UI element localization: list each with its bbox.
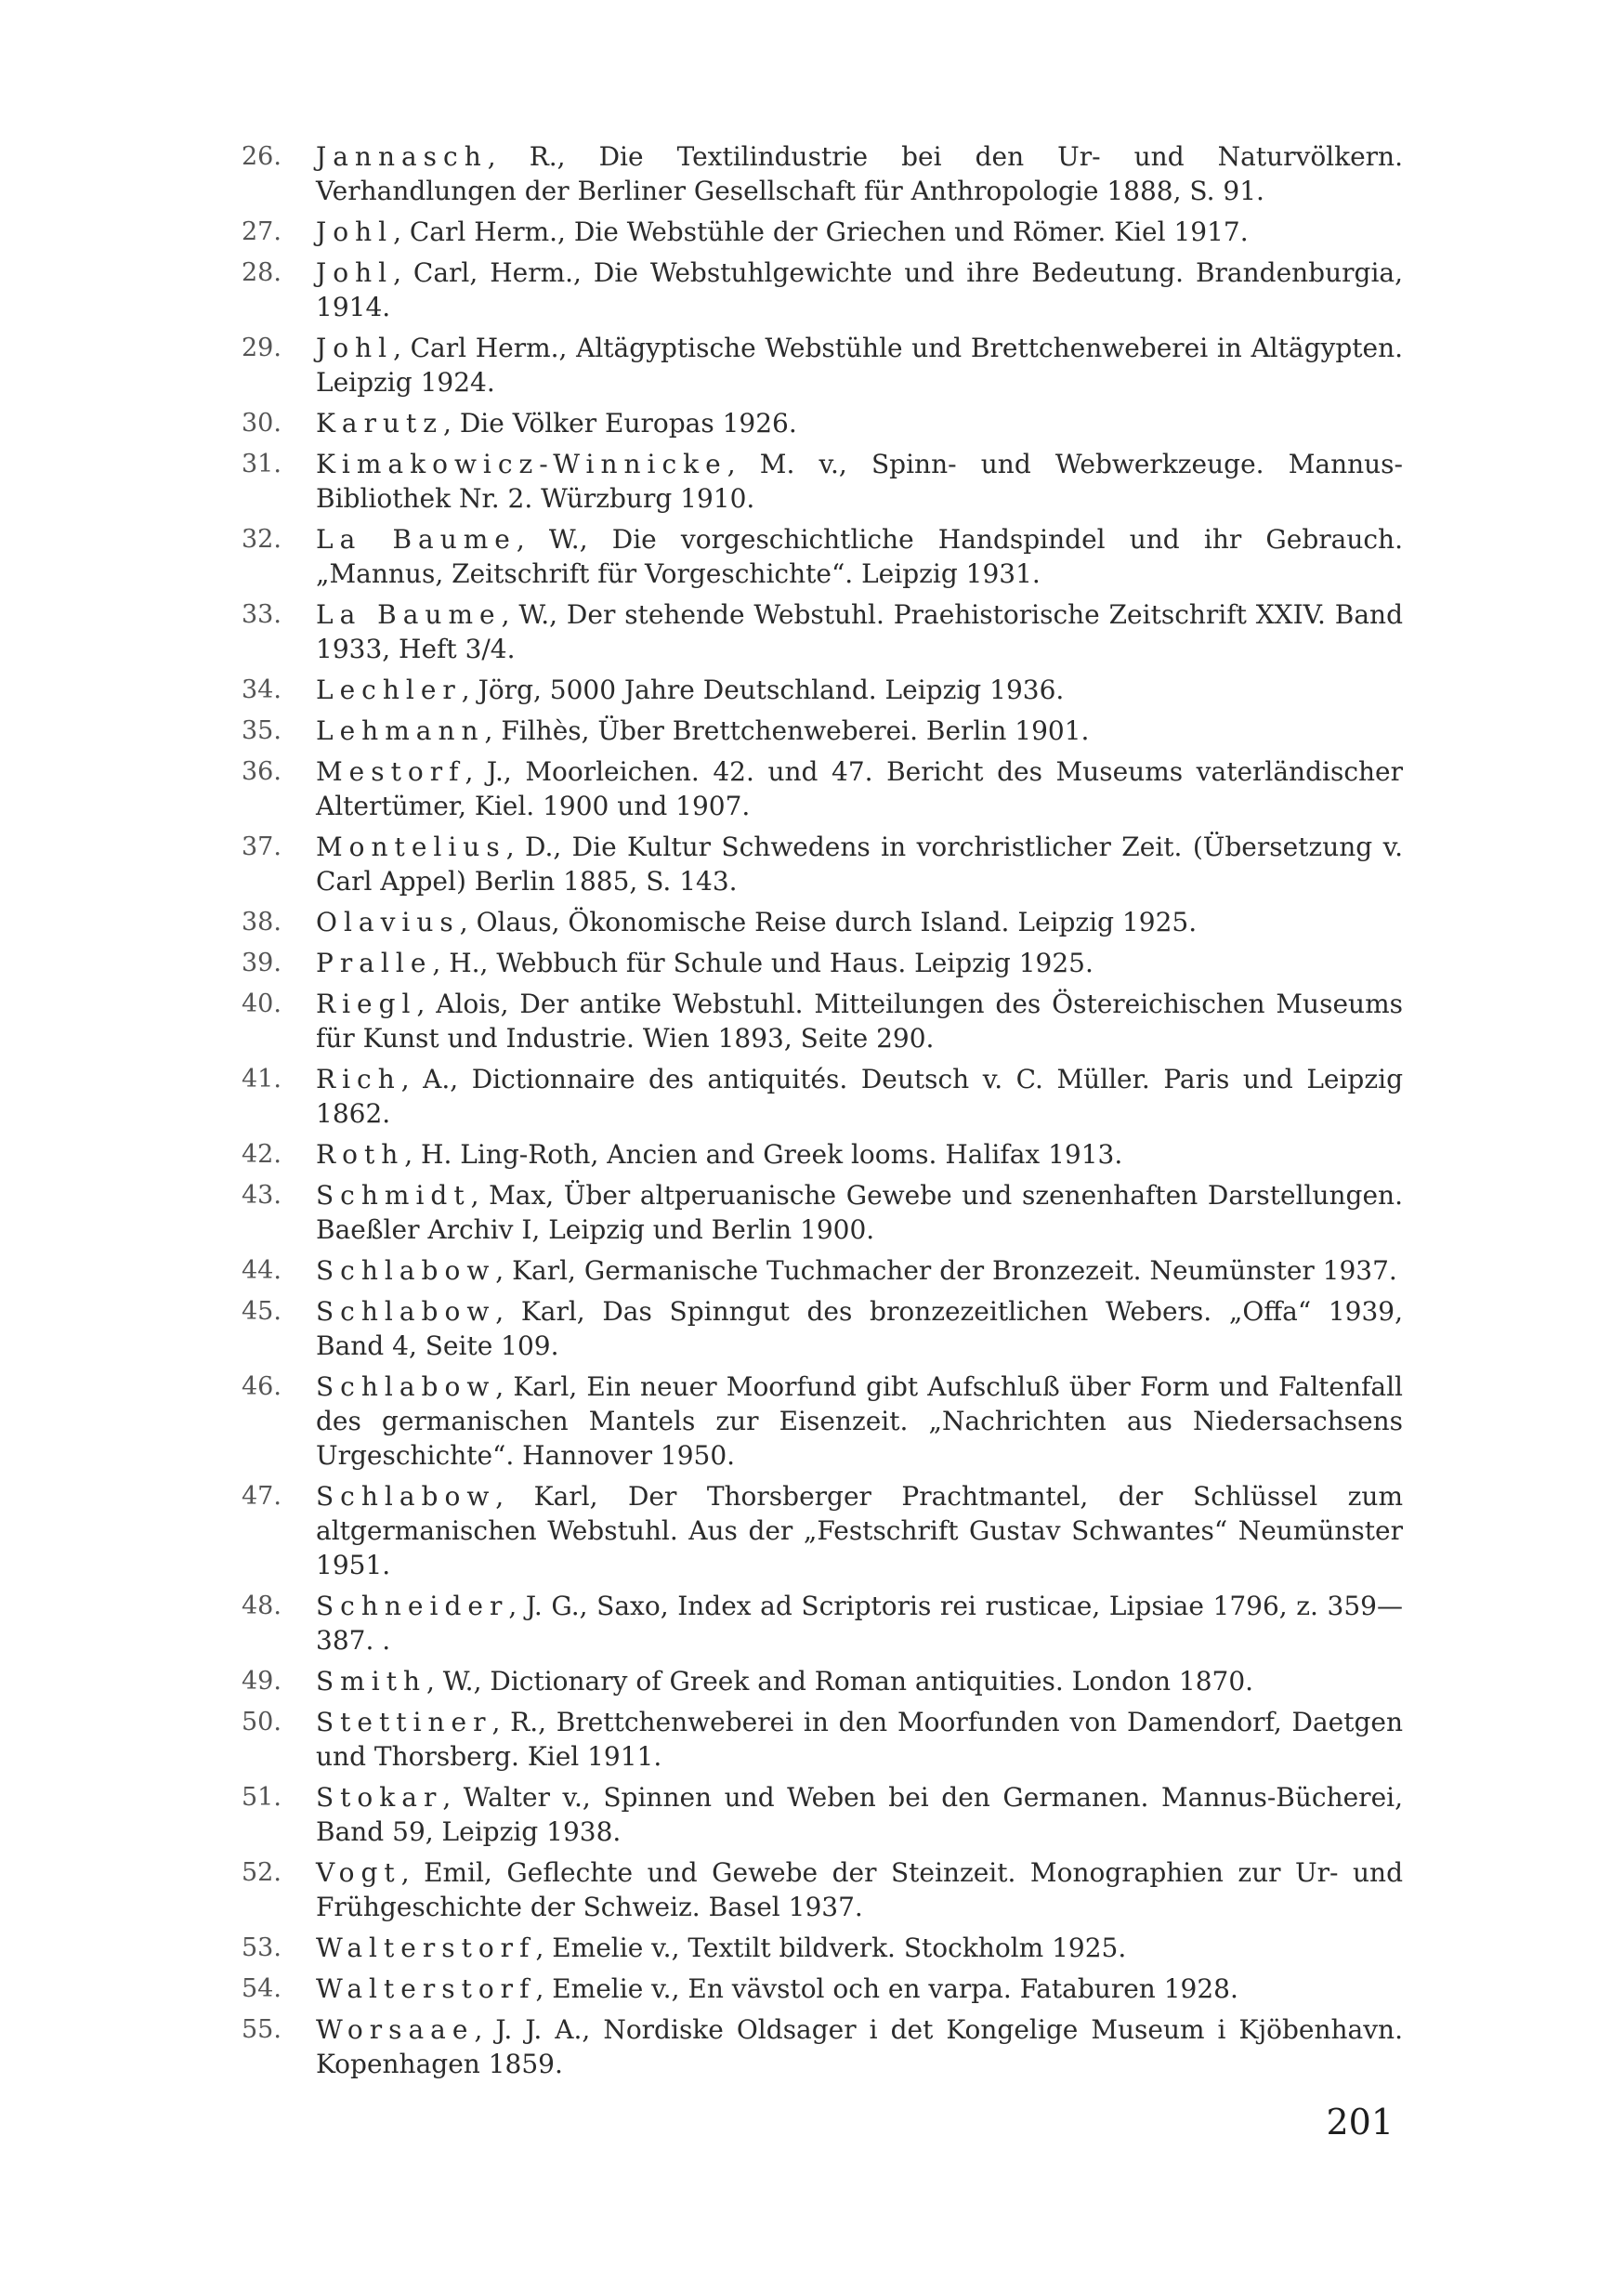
entry-number: 37. [242,832,282,861]
entry-number: 52. [242,1858,282,1887]
page-number: 201 [1326,2102,1394,2142]
entry-number: 38. [242,908,282,937]
entry-text: , M. v., Spinn- und Webwerkzeuge. Mannus-Bibliothek Nr. 2. Würzburg 1910. [316,449,1403,514]
entry-number: 32. [242,525,282,554]
entry-text: , Carl Herm., Altägyptische Webstühle und Brettchenweberei in Altägypten. Leipzig 1924. [316,333,1403,398]
entry-number: 33. [242,600,282,629]
entry-author: Riegl [316,989,417,1019]
bibliography-entry [242,1294,1403,1363]
entry-number: 51. [242,1783,282,1812]
entry-author: Lehmann [316,715,485,746]
entry-text: , J. G., Saxo, Index ad Scriptoris rei rusticae, Lipsiae 1796, z. 359—387. . [316,1591,1403,1656]
entry-text: , Max, Über altperuanische Gewebe und szenenhaften Darstellungen. Baeßler Archiv I, Leipzig und Berlin 1900. [316,1180,1403,1245]
entry-text: , Alois, Der antike Webstuhl. Mitteilungen des Östereichischen Museums für Kunst und Industrie. Wien 1893, Seite 290. [316,989,1403,1054]
bibliography-entry [242,215,1403,249]
entry-author: Schlabow [316,1371,496,1402]
entry-author: Johl [316,333,394,363]
entry-author: La Baume [316,599,502,630]
bibliography-entry [242,905,1403,939]
bibliography-entry [242,1178,1403,1247]
entry-text: , Die Völker Europas 1926. [443,408,797,439]
entry-text: , Walter v., Spinnen und Weben bei den Germanen. Mannus-Bücherei, Band 59, Leipzig 1938. [316,1782,1403,1847]
entry-text: , Filhès, Über Brettchenweberei. Berlin 1901. [484,715,1090,746]
entry-author: Schlabow [316,1481,496,1512]
entry-number: 27. [242,217,282,246]
entry-number: 30. [242,409,282,438]
bibliography-entry [242,406,1403,440]
entry-number: 39. [242,949,282,977]
entry-author: La Baume [316,524,517,555]
entry-author: Schlabow [316,1255,496,1286]
entry-text: , Karl, Das Spinngut des bronzezeitlichen Webers. „Offa“ 1939, Band 4, Seite 109. [316,1296,1403,1361]
bibliography-entry [242,331,1403,400]
entry-author: Rich [316,1064,401,1094]
entry-author: Johl [316,257,394,288]
entry-author: Kimakowicz-Winnicke [316,449,727,479]
bibliography-entry [242,597,1403,666]
entry-number: 41. [242,1065,282,1094]
bibliography-entry [242,673,1403,707]
bibliography-entry [242,1855,1403,1924]
entry-text: , Emil, Geflechte und Gewebe der Steinzeit. Monographien zur Ur- und Frühgeschichte der Schweiz. Basel 1937. [316,1857,1403,1922]
entry-author: Montelius [316,832,506,862]
bibliography-entry [242,1931,1403,1965]
bibliography-entry [242,1369,1403,1473]
bibliography-entry [242,1780,1403,1849]
entry-text: , Carl, Herm., Die Webstuhlgewichte und ihre Bedeutung. Brandenburgia, 1914. [316,257,1403,322]
bibliography-entry [242,2012,1403,2081]
entry-number: 55. [242,2015,282,2044]
entry-text: , R., Brettchenweberei in den Moorfunden von Damendorf, Daetgen und Thorsberg. Kiel 1911. [316,1707,1403,1772]
entry-author: Roth [316,1139,405,1170]
entry-author: Lechler [316,675,462,705]
entry-text: , J. J. A., Nordiske Oldsager i det Kongelige Museum i Kjöbenhavn. Kopenhagen 1859. [316,2014,1403,2079]
entry-text: , Karl, Der Thorsberger Prachtmantel, der Schlüssel zum altgermanischen Webstuhl. Aus der „Festschrift Gustav Schwantes“ Neumünster 1951. [316,1481,1403,1580]
entry-number: 42. [242,1140,282,1169]
entry-author: Walterstorf [316,1933,536,1963]
entry-author: Schneider [316,1591,509,1621]
entry-text: , Carl Herm., Die Webstühle der Griechen und Römer. Kiel 1917. [393,216,1249,247]
bibliography-entry [242,1664,1403,1698]
entry-author: Smith [316,1666,426,1697]
entry-number: 36. [242,757,282,786]
entry-text: , H. Ling-Roth, Ancien and Greek looms. Halifax 1913. [404,1139,1123,1170]
entry-author: Stokar [316,1782,443,1813]
bibliography-entry [242,754,1403,823]
entry-text: , Karl, Ein neuer Moorfund gibt Aufschluß über Form und Faltenfall des germanischen Mantels zur Eisenzeit. „Nachrichten aus Niedersachsens Urgeschichte“. Hannover 1950. [316,1371,1403,1471]
entry-author: Schlabow [316,1296,496,1327]
entry-number: 35. [242,716,282,745]
entry-author: Johl [316,216,394,247]
entry-author: Stettiner [316,1707,492,1737]
entry-text: , W., Dictionary of Greek and Roman antiquities. London 1870. [426,1666,1254,1697]
bibliography-entry [242,987,1403,1055]
entry-number: 54. [242,1974,282,2003]
entry-number: 40. [242,989,282,1018]
entry-author: Pralle [316,948,433,978]
entry-author: Walterstorf [316,1973,536,2004]
bibliography-entry [242,1705,1403,1774]
bibliography-entry [242,256,1403,324]
bibliography-list [242,139,1403,2088]
entry-number: 28. [242,258,282,287]
entry-number: 31. [242,450,282,478]
bibliography-entry [242,946,1403,980]
bibliography-entry [242,1589,1403,1658]
entry-text: , H., Webbuch für Schule und Haus. Leipzig 1925. [432,948,1094,978]
bibliography-entry [242,447,1403,516]
bibliography-entry [242,139,1403,208]
entry-text: , J., Moorleichen. 42. und 47. Bericht des Museums vaterländischer Altertümer, Kiel. 1900 und 1907. [316,756,1403,821]
entry-text: , Olaus, Ökonomische Reise durch Island. Leipzig 1925. [459,907,1198,937]
entry-text: , D., Die Kultur Schwedens in vorchristlicher Zeit. (Übersetzung v. Carl Appel) Berlin 1885, S. 143. [316,832,1403,897]
bibliography-entry [242,1137,1403,1172]
bibliography-entry [242,1479,1403,1582]
entry-author: Mestorf [316,756,465,787]
entry-text: , R., Die Textilindustrie bei den Ur- und Naturvölkern. Verhandlungen der Berliner Gesellschaft für Anthropologie 1888, S. 91. [316,141,1403,206]
entry-number: 43. [242,1181,282,1210]
bibliography-entry [242,1253,1403,1288]
entry-number: 26. [242,142,282,171]
bibliography-entry [242,1062,1403,1131]
entry-text: , Karl, Germanische Tuchmacher der Bronzezeit. Neumünster 1937. [495,1255,1397,1286]
entry-number: 29. [242,334,282,362]
entry-number: 47. [242,1482,282,1511]
entry-number: 50. [242,1708,282,1736]
entry-number: 45. [242,1297,282,1326]
entry-number: 44. [242,1256,282,1285]
entry-author: Worsaae [316,2014,475,2045]
entry-text: , A., Dictionnaire des antiquités. Deutsch v. C. Müller. Paris und Leipzig 1862. [316,1064,1403,1129]
entry-number: 48. [242,1592,282,1620]
entry-author: Olavius [316,907,460,937]
entry-author: Vogt [316,1857,401,1888]
entry-number: 49. [242,1667,282,1696]
bibliography-entry [242,830,1403,898]
entry-number: 34. [242,675,282,704]
entry-number: 46. [242,1372,282,1401]
entry-text: , W., Die vorgeschichtliche Handspindel und ihr Gebrauch. „Mannus, Zeitschrift für Vorgeschichte“. Leipzig 1931. [316,524,1403,589]
entry-author: Karutz [316,408,444,439]
bibliography-entry [242,522,1403,591]
bibliography-entry [242,1972,1403,2006]
entry-text: , Emelie v., En vävstol och en varpa. Fataburen 1928. [535,1973,1238,2004]
entry-text: , W., Der stehende Webstuhl. Praehistorische Zeitschrift XXIV. Band 1933, Heft 3/4. [316,599,1403,664]
entry-author: Jannasch [316,141,488,172]
entry-text: , Emelie v., Textilt bildverk. Stockholm 1925. [535,1933,1127,1963]
entry-number: 53. [242,1933,282,1962]
entry-author: Schmidt [316,1180,471,1211]
entry-text: , Jörg, 5000 Jahre Deutschland. Leipzig 1936. [461,675,1065,705]
bibliography-entry [242,714,1403,748]
